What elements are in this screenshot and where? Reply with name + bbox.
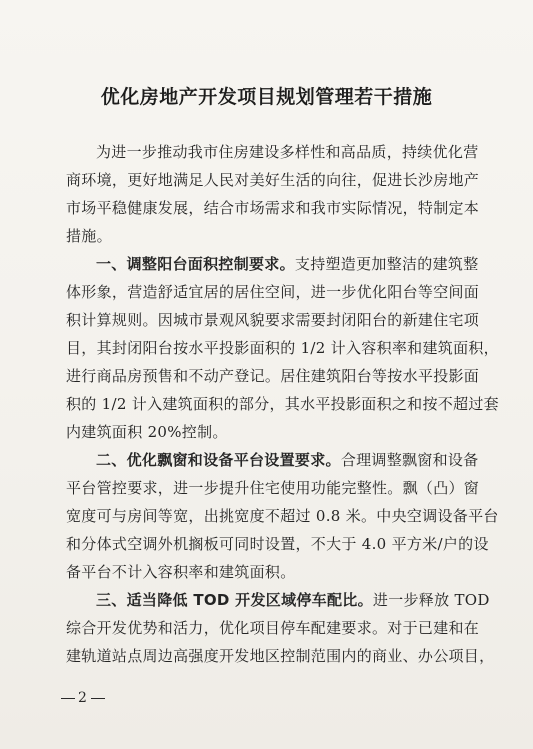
document-title: 优化房地产开发项目规划管理若干措施 <box>100 86 433 108</box>
section1-line: 体形象，营造舒适宜居的居住空间，进一步优化阳台等空间面 <box>66 283 480 301</box>
document-body <box>66 138 499 670</box>
section2-line: 宽度可与房间等宽，出挑宽度不超过 0.8 米。中央空调设备平台 <box>66 507 499 525</box>
intro-line: 商环境，更好地满足人民对美好生活的向往，促进长沙房地产 <box>66 171 480 189</box>
section1-line: 进行商品房预售和不动产登记。居住建筑阳台等按水平投影面 <box>66 367 480 385</box>
page-number-dash <box>91 698 105 699</box>
page-number-dash <box>61 698 75 699</box>
section3-line: 建轨道站点周边高强度开发地区控制范围内的商业、办公项目， <box>66 647 495 665</box>
section2-first-line-rest: 合理调整飘窗和设备 <box>340 451 479 469</box>
section2-heading: 二、优化飘窗和设备平台设置要求。 <box>96 451 341 469</box>
section1-heading: 一、调整阳台面积控制要求。 <box>96 255 295 273</box>
page-number <box>58 690 108 706</box>
section1-first-line-rest: 支持塑造更加整洁的建筑整 <box>294 255 479 273</box>
section1-first-line <box>66 250 479 278</box>
section2-first-line <box>66 446 479 474</box>
section3-first-line <box>66 586 490 614</box>
section1-line: 积计算规则。因城市景观风貌要求需要封闭阳台的新建住宅项 <box>66 311 480 329</box>
intro-line: 为进一步推动我市住房建设多样性和高品质，持续优化营 <box>96 143 479 161</box>
section1-line: 目，其封闭阳台按水平投影面积的 1/2 计入容积率和建筑面积， <box>66 339 499 357</box>
section3-line: 综合开发优势和活力，优化项目停车配建要求。对于已建和在 <box>66 619 480 637</box>
section2-line: 备平台不计入容积率和建筑面积。 <box>66 563 296 581</box>
section3-heading: 三、适当降低 TOD 开发区域停车配比。 <box>96 591 373 609</box>
section2-line: 平台管控要求，进一步提升住宅使用功能完整性。飘（凸）窗 <box>66 479 480 497</box>
intro-line: 措施。 <box>66 227 112 245</box>
section2-line: 和分体式空调外机搁板可同时设置，不大于 4.0 平方米/户的设 <box>66 535 489 553</box>
section1-line: 积的 1/2 计入建筑面积的部分，其水平投影面积之和按不超过套 <box>66 395 499 413</box>
section3-first-line-rest: 进一步释放 TOD <box>372 591 490 609</box>
section1-line: 内建筑面积 20%控制。 <box>66 423 228 441</box>
page-number-value: 2 <box>78 690 88 706</box>
intro-line: 市场平稳健康发展，结合市场需求和我市实际情况，特制定本 <box>66 199 480 217</box>
